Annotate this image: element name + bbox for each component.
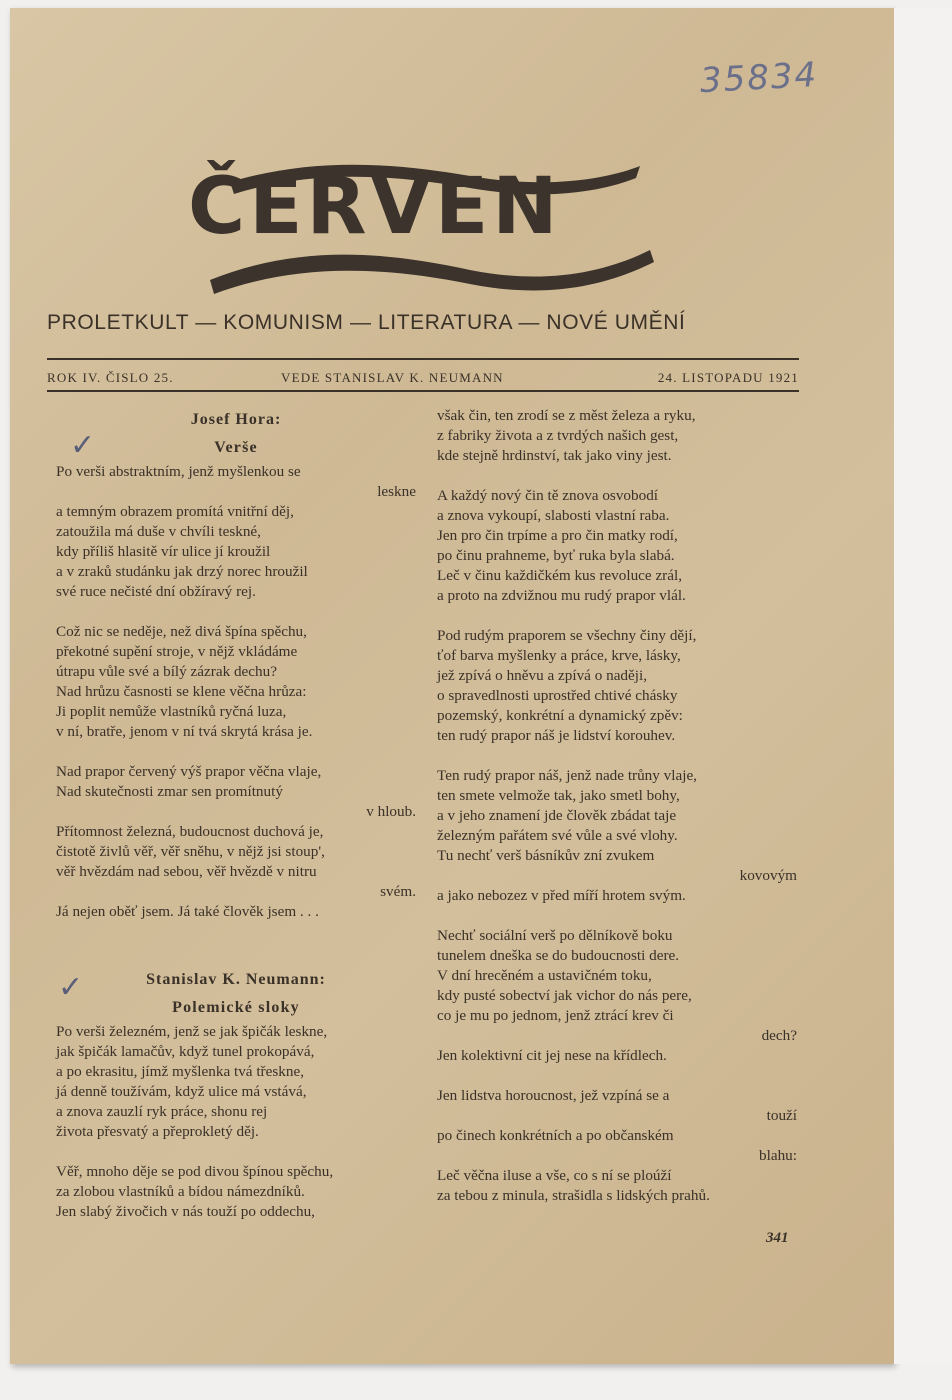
verse-line: železným pařátem své vůle a své vlohy. (437, 827, 678, 844)
verse-line: útrapu vůle své a bílý zázrak dechu? (56, 663, 277, 680)
verse-line: čistotě živlů věř, věř sněhu, v nějž jsi stoup', (56, 843, 325, 860)
verse-line: Po verši abstraktním, jenž myšlenkou se (56, 463, 301, 480)
verse-line: co je mu po jednom, jenž ztrácí krev či (437, 1007, 674, 1024)
verse-line: jak špičák lamačův, když tunel prokopává, (56, 1043, 315, 1060)
stanza-gap (56, 742, 416, 762)
verse-line: kdy pusté sobectví jak vichor do nás pere, (437, 987, 692, 1004)
verse-line: Nad hrůzu časnosti se klene věčna hrůza: (56, 683, 307, 700)
verse-line: a znova zauzlí ryk práce, shonu rej (56, 1103, 268, 1120)
verse-line: Ten rudý prapor náš, jenž nade trůny vlaje, (437, 767, 697, 784)
verse-line: Jen slabý živočich v nás touží po oddechu, (56, 1203, 315, 1220)
verse-line: za zlobou vlastníků a bídou námezdníků. (56, 1183, 305, 1200)
stanza-gap (56, 1142, 416, 1162)
verse-line: a temným obrazem promítá vnitřní děj, (56, 503, 294, 520)
verse-line: Já nejen oběť jsem. Já také člověk jsem . . . (56, 903, 319, 920)
verse-line: V dní hrecěném a ustavičném toku, (437, 967, 652, 984)
verse-line: já denně toužívám, když ulice má vstává, (56, 1083, 307, 1100)
verse-line: a jako nebozez v před míří hrotem svým. (437, 887, 686, 904)
verse-line: leskne (377, 483, 416, 500)
rule-top (47, 358, 799, 360)
masthead-info-row (47, 370, 799, 390)
verse-line: svém. (380, 883, 416, 900)
scan-margin (894, 8, 952, 1364)
verse-line: v hloub. (366, 803, 416, 820)
verse-line: věř hvězdám nad sebou, věř hvězdě v nitru (56, 863, 317, 880)
verse-line: života přesvatý a přeproklеtý děj. (56, 1123, 259, 1140)
verse-line: a proto na zdvižnou mu rudý prapor vlál. (437, 587, 686, 604)
stanza-gap (437, 906, 797, 926)
issue-date: 24. LISTOPADU 1921 (657, 370, 799, 385)
verse-line: Přítomnost železná, budoucnost duchová je, (56, 823, 324, 840)
verse-line: Což nic se neděje, než divá špína spěchu, (56, 623, 307, 640)
verse-line: a v zraků studánku jak drzý norec hroužil (56, 563, 308, 580)
poem-author: Josef Hora: (190, 411, 282, 428)
stanza-gap (437, 466, 797, 486)
verse-line: Jen lidstva horoucnost, jež vzpíná se a (437, 1087, 670, 1104)
editor-line: VEDE STANISLAV K. NEUMANN (281, 370, 504, 385)
check-mark-icon: ✓ (58, 970, 84, 1005)
stanza-gap (437, 746, 797, 766)
masthead-logo (170, 158, 690, 308)
poem-body (56, 462, 416, 922)
verse-line: blahu: (759, 1147, 797, 1164)
verse-line: Po verši železném, jenž se jak špičák lesknе, (56, 1023, 328, 1040)
left-column (56, 406, 416, 1222)
masthead-title: ČERVEN (188, 162, 562, 252)
check-mark-icon: ✓ (70, 428, 96, 463)
verse-line: po činech konkrétních a po občanském (437, 1127, 674, 1144)
verse-line: Věř, mnoho děje se pod divou špínou spěchu, (56, 1163, 334, 1180)
poem-author: Stanislav K. Neumann: (146, 971, 326, 988)
stanza-gap (437, 606, 797, 626)
verse-line: zatoužila má duše v chvíli teskné, (56, 523, 261, 540)
verse-line: ten rudý prapor náš je lidství korouhev. (437, 727, 676, 744)
verse-line: dech? (761, 1027, 797, 1044)
verse-line: za tebou z minula, strašidla s lidských prahů. (437, 1187, 710, 1204)
verse-line: v ní, bratře, jenom v ní tvá skrytá krása je. (56, 723, 313, 740)
verse-line: tunelem dneška se do budoucnosti dere. (437, 947, 680, 964)
verse-line: pozemský, konkrétní a dynamický zpěv: (437, 707, 683, 724)
verse-line: překotné supění stroje, v nějž vkládáme (56, 643, 298, 660)
verse-line: z fabriky života a z tvrdých našich gest, (437, 427, 679, 444)
verse-line: kdy příliš hlasitě vír ulice jí kroužil (56, 543, 271, 560)
verse-line: jež zpívá o hněvu a zpívá o naději, (437, 667, 648, 684)
stanza-gap (437, 1066, 797, 1086)
verse-line: kovovým (739, 867, 797, 884)
verse-line: Leč věčna iluse a vše, co s ní se ploúží (437, 1167, 672, 1184)
verse-line: Nad prapor červený výš prapor věčna vlaje, (56, 763, 322, 780)
verse-line: své ruce nečisté dní obžíravý rej. (56, 583, 256, 600)
tagline: PROLETKULT — KOMUNISM — LITERATURA — NOVÉ UMĚNÍ (47, 311, 686, 334)
right-column (437, 406, 797, 1206)
verse-line: po činu prahneme, byť ruka byla slabá. (437, 547, 675, 564)
verse-line: kde stejně hrdinství, tak jako viny jest. (437, 447, 672, 464)
stanza-gap (56, 602, 416, 622)
verse-line: Jen pro čin trpíme a pro čin matky rodí, (437, 527, 678, 544)
verse-line: Jen kolektivní cit jej nese na křídlech. (437, 1047, 667, 1064)
poem-body (56, 1022, 416, 1222)
verse-line: A každý nový čin tě znova osvobodí (437, 487, 659, 504)
verse-line: Pod rudým praporem se všechny činy dějí, (437, 627, 697, 644)
verse-line: a znova vykoupí, slabosti vlastní raba. (437, 507, 670, 524)
poem-title: Polemické sloky (172, 999, 300, 1016)
poem-body (437, 406, 797, 1206)
verse-line: ten smete velmože tak, jako smetl bohy, (437, 787, 680, 804)
magazine-page (10, 8, 894, 1364)
verse-line: touží (766, 1107, 797, 1124)
verse-line: Nad skutečnosti zmar sen promítnutý (56, 783, 283, 800)
archive-number-handwritten: 35834 (699, 54, 820, 102)
verse-line: Ji poplit nemůže vlastníků ryčná luza, (56, 703, 287, 720)
rule-bottom (47, 390, 799, 392)
poem-title: Verše (214, 439, 258, 456)
issue-number: ROK IV. ČISLO 25. (47, 370, 174, 385)
verse-line: Nechť sociální verš po dělníkově boku (437, 927, 673, 944)
verse-line: Tu nechť verš básníkův zní zvukem (437, 847, 655, 864)
page-number: 341 (766, 1230, 789, 1246)
verse-line: a v jeho znamení jde člověk zbádat taje (437, 807, 677, 824)
verse-line: ťof barva myšlenky a práce, krve, lásky, (437, 647, 681, 664)
verse-line: Leč v činu každičkém kus revoluce zrál, (437, 567, 682, 584)
verse-line: a po ekrasitu, jímž myšlenka tvá třeskne, (56, 1063, 304, 1080)
verse-line: však čin, ten zrodí se z měst železa a ryku, (437, 407, 696, 424)
verse-line: o spravedlnosti uprostřed chtivé chásky (437, 687, 678, 704)
